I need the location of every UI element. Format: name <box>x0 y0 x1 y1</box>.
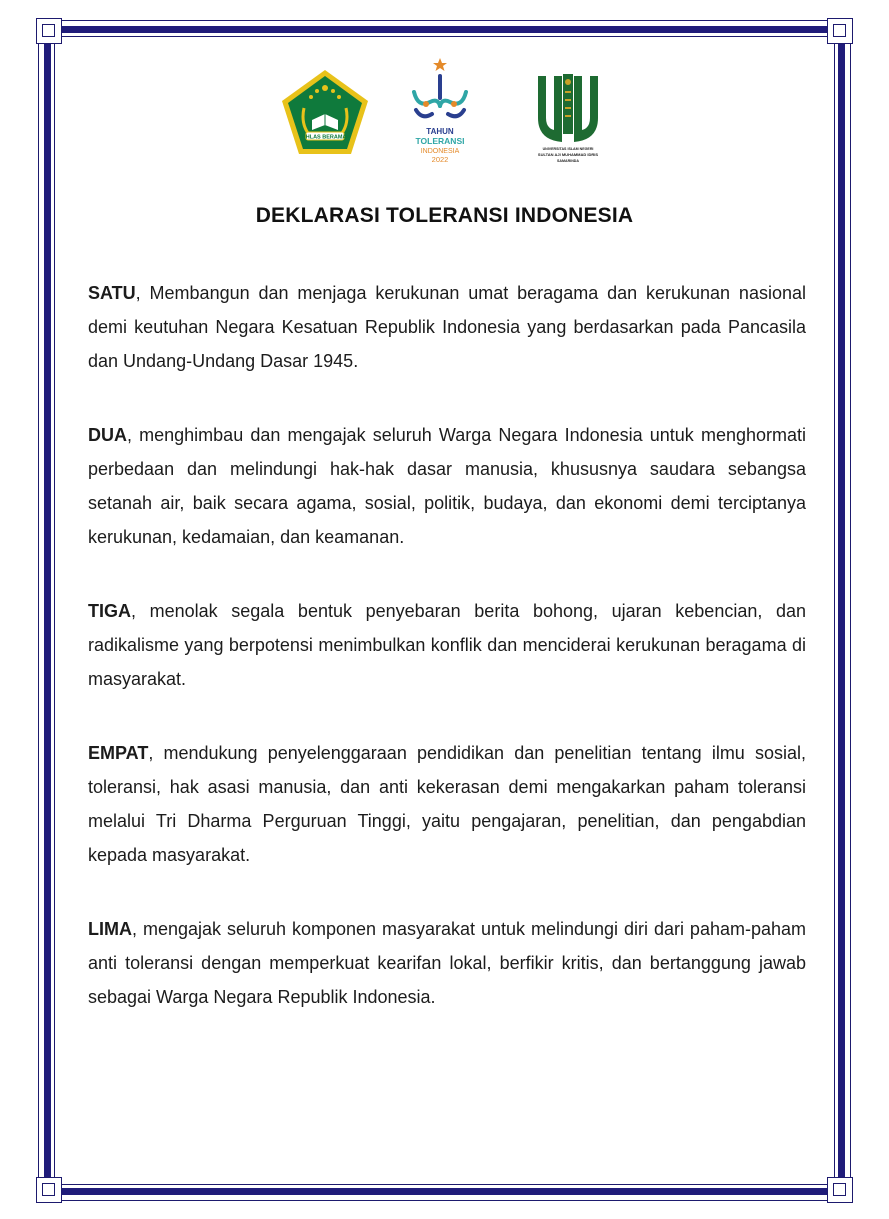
point-label: TIGA <box>88 601 131 621</box>
point-label: EMPAT <box>88 743 149 763</box>
point-text: , menolak segala bentuk penyebaran berita bohong, ujaran kebencian, dan radikalisme yang berpotensi menimbulkan konflik dan menciderai kerukunan beragama di masyarakat. <box>88 601 806 689</box>
declaration-point-dua <box>88 418 806 554</box>
uinsi-caption-line-1: UNIVERSITAS ISLAM NEGERI <box>542 147 594 151</box>
point-text: , mengajak seluruh komponen masyarakat untuk melindungi diri dari paham-paham anti toleransi dengan memperkuat kearifan lokal, berfikir kritis, dan bertanggung jawab sebagai Warga Negara Republik Indonesia. <box>88 919 806 1007</box>
point-label: SATU <box>88 283 136 303</box>
tahun-toleransi-logo <box>408 58 472 170</box>
point-label: LIMA <box>88 919 132 939</box>
uinsi-caption-line-3: SAMARINDA <box>557 159 579 163</box>
declaration-point-empat <box>88 736 806 872</box>
tahun-logo-line-1: TAHUN <box>426 127 454 136</box>
kemenag-banner-text: IKHLAS BERAMAL <box>300 134 350 141</box>
tahun-logo-line-3: INDONESIA <box>420 148 460 155</box>
point-text: , menghimbau dan mengajak seluruh Warga Negara Indonesia untuk menghormati perbedaan dan melindungi hak-hak dasar manusia, khususnya saudara sebangsa setanah air, baik secara agama, sosial, politik, budaya, dan ekonomi demi terciptanya kerukunan, kedamaian, dan keamanan. <box>88 425 806 547</box>
declaration-point-tiga <box>88 594 806 696</box>
border-corner-ornament <box>36 1177 62 1203</box>
document-title: DEKLARASI TOLERANSI INDONESIA <box>255 204 634 227</box>
point-label: DUA <box>88 425 127 445</box>
declaration-body <box>88 276 806 1054</box>
border-corner-ornament <box>827 1177 853 1203</box>
tahun-logo-line-2: TOLERANSI <box>415 136 465 146</box>
border-corner-ornament <box>36 18 62 44</box>
uinsi-caption-line-2: SULTAN AJI MUHAMMAD IDRIS <box>537 152 599 157</box>
point-text: , mendukung penyelenggaraan pendidikan dan penelitian tentang ilmu sosial, toleransi, hak asasi manusia, dan anti kekerasan demi mengakarkan paham toleransi melalui Tri Dharma Perguruan Tinggi, yaitu pengajaran, penelitian, dan pengabdian kepada masyarakat. <box>88 743 806 865</box>
uinsi-logo <box>532 70 604 168</box>
point-text: , Membangun dan menjaga kerukunan umat beragama dan kerukunan nasional demi keutuhan Negara Kesatuan Republik Indonesia yang berdasarkan pada Pancasila dan Undang-Undang Dasar 1945. <box>88 283 806 371</box>
header-logos <box>0 58 889 170</box>
declaration-point-satu <box>88 276 806 378</box>
kemenag-logo <box>280 68 370 158</box>
tahun-logo-line-4: 2022 <box>431 155 449 164</box>
declaration-point-lima <box>88 912 806 1014</box>
border-corner-ornament <box>827 18 853 44</box>
